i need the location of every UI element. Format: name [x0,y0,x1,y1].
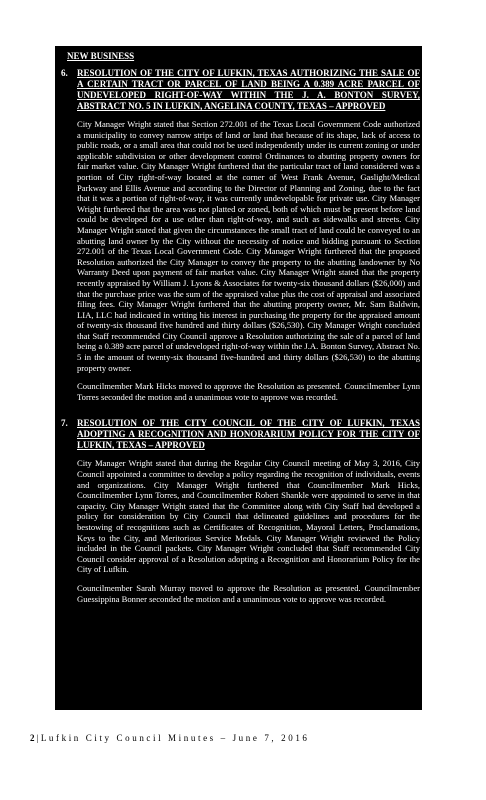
agenda-item-number: 7. [61,418,68,429]
footer-title: Lufkin City Council Minutes [40,733,216,743]
agenda-item-number: 6. [61,68,68,78]
agenda-item-title: RESOLUTION OF THE CITY OF LUFKIN, TEXAS AUTHORIZING THE SALE OF A CERTAIN TRACT OR PARCEL OF LAND BEING A 0.389 ACRE PARCEL OF UNDEVELOPED RIGHT-OF-WAY WITHIN THE J. A. BONTON SURVEY, ABSTRACT NO. 5 IN LUFKIN, ANGELINA COUNTY, TEXAS – APPROVED [77,68,420,111]
section-heading: NEW BUSINESS [67,51,135,61]
agenda-item-6 [61,68,420,410]
agenda-item-title: RESOLUTION OF THE CITY COUNCIL OF THE CITY OF LUFKIN, TEXAS ADOPTING A RECOGNITION AND HONORARIUM POLICY FOR THE CITY OF LUFKIN, TEXAS – APPROVED [77,418,420,451]
agenda-item-7 [61,418,420,612]
minutes-content-block [55,46,422,710]
agenda-item-motion: Councilmember Mark Hicks moved to approve the Resolution as presented. Councilmember Lynn Torres seconded the motion and a unanimous vote to approve was recorded. [77,381,420,402]
agenda-item-motion: Councilmember Sarah Murray moved to approve the Resolution as presented. Councilmember Guessippina Bonner seconded the motion and a unanimous vote to approve was recorded. [77,582,420,604]
footer-separator: | [34,733,41,743]
footer-page-number: 2 [30,733,35,743]
footer-date: June 7, 2016 [232,733,310,743]
item-spacer [61,410,420,418]
page-footer: 2 | Lufkin City Council Minutes – June 7, 2016 [30,733,310,743]
agenda-item-body [77,68,420,410]
agenda-item-paragraph: City Manager Wright stated that during the Regular City Council meeting of May 3, 2016, City Council appointed a committee to develop a policy regarding the recognition of individuals, events and organizations. City Manager Wright furthered that Councilmember Mark Hicks, Councilmember Lynn Torres, and Councilmember Robert Shankle were appointed to serve in that capacity. City Manager Wright stated that the Committee along with City Staff had developed a policy for consideration by City Council that delineated guidelines and procedures for the bestowing of recognitions such as Certificates of Recognition, Mayoral Letters, Proclamations, Keys to the City, and Meritorious Service Medals. City Manager Wright reviewed the Policy included in the Council packets. City Manager Wright concluded that Staff recommended City Council consider approval of a Resolution adopting a Recognition and Honorarium Policy for the City of Lufkin. [77,458,420,575]
agenda-item-body [77,418,420,612]
agenda-item-paragraph: City Manager Wright stated that Section 272.001 of the Texas Local Government Code authorized a municipality to convey narrow strips of land or land that because of its shape, lack of access to public roads, or a small area that could not be used independently under its current zoning or under applicable subdivision or other development control Ordinances to abutting property owners for fair market value. City Manager Wright furthered that the particular tract of land considered was a portion of City right-of-way located at the corner of West Frank Avenue, Gaslight/Medical Parkway and Ellis Avenue and according to the Director of Planning and Zoning, due to the fact that it was a portion of right-of-way, it was currently undevelopable for private use. City Manager Wright furthered that the area was not platted or zoned, both of which must be present before land could be developed for a use other than right-of-way, and such as sidewalks and streets. City Manager Wright stated that given the circumstances the small tract of land could be conveyed to an abutting land owner by the City without the necessity of notice and bidding pursuant to Section 272.001 of the Texas Local Government Code. City Manager Wright furthered that the proposed Resolution authorized the City Manager to convey the property to the abutting landowner by No Warranty Deed upon payment of fair market value. City Manager Wright stated that the property recently appraised by William J. Lyons & Associates for twenty-six thousand dollars ($26,000) and that the purchase price was the sum of the appraised value plus the cost of appraisal and associated filing fees. City Manager Wright furthered that the abutting property owner, Mr. Sam Baldwin, LIA, LLC had indicated in writing his interest in purchasing the property for the appraised amount of twenty-six thousand five hundred and thirty dollars ($26,530). City Manager Wright concluded that Staff recommended City Council approve a Resolution authorizing the sale of a parcel of land being a 0.389 acre parcel of undeveloped right-of-way within the J.A. Bonton Survey, Abstract No. 5 in the amount of twenty-six thousand five-hundred and thirty dollars ($26,530) to the abutting property owner. [77,119,420,373]
